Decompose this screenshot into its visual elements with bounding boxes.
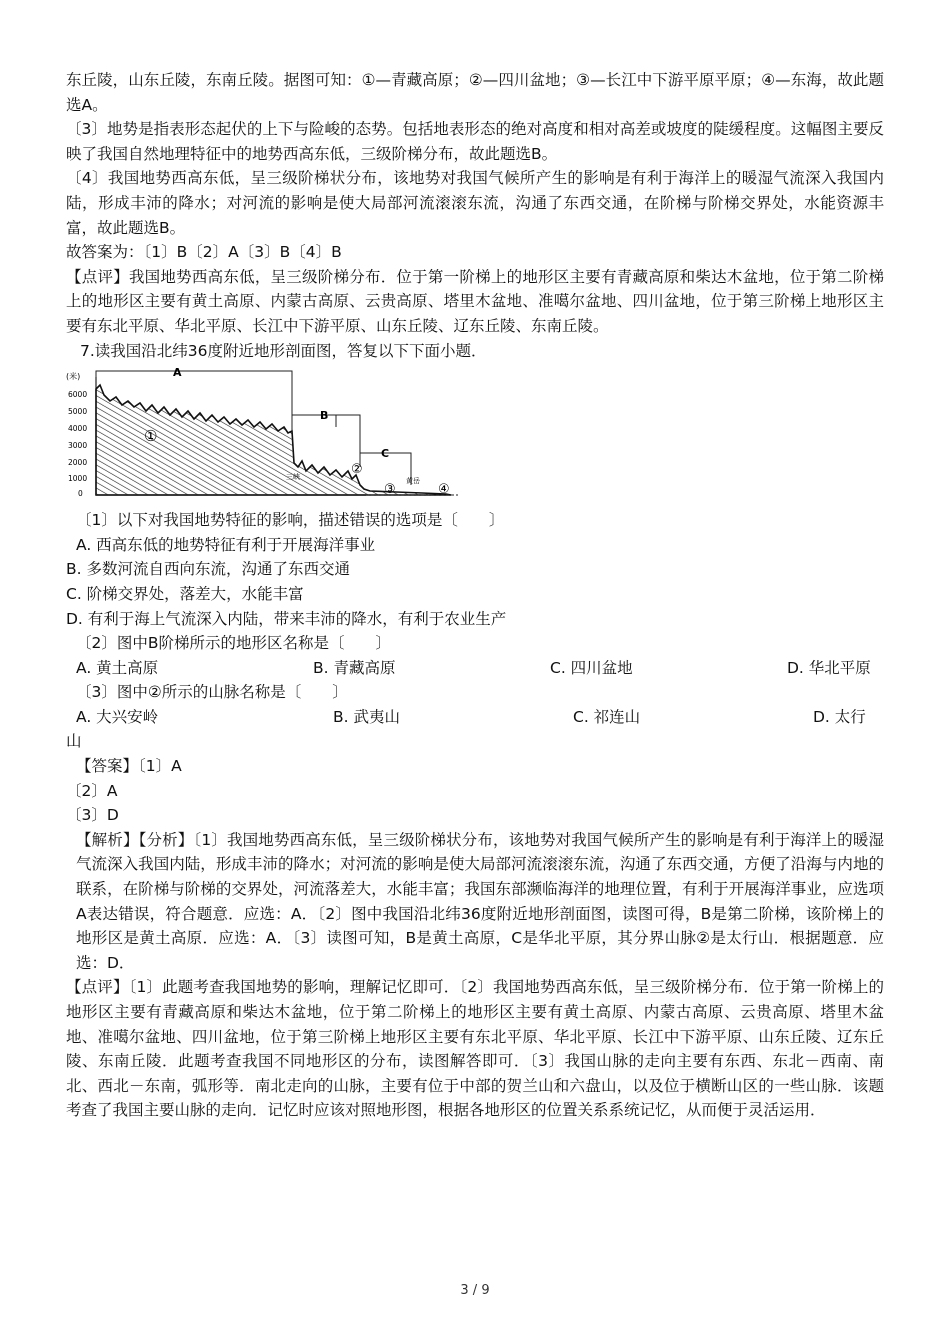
answer-summary: 故答案为：〔1〕B〔2〕A〔3〕B〔4〕B xyxy=(66,243,342,262)
paragraph-3: 〔4〕我国地势西高东低，呈三级阶梯状分布，该地势对我国气候所产生的影响是有利于海洋上的暖湿气流深入我国内陆，形成丰沛的降水；对河流的影响是使大局部河流滚滚东流，沟通了东西交通，在阶梯与阶梯交界处，水能资源丰富，故此题选B。 xyxy=(66,169,884,237)
q2-stem: 〔2〕图中B阶梯所示的地形区名称是〔 〕 xyxy=(76,634,391,653)
marker-3: ③ xyxy=(384,482,396,498)
y-tick: 2000 xyxy=(68,458,88,468)
answer-2: 〔2〕A xyxy=(66,781,118,800)
label-a: A xyxy=(173,367,182,380)
q2-option-a: A. 黄土高原 xyxy=(76,658,159,677)
marker-4: ④ xyxy=(438,482,450,498)
q1-option-a: A. 西高东低的地势特征有利于开展海洋事业 xyxy=(76,535,376,554)
q2-option-b: B. 青藏高原 xyxy=(313,658,396,677)
q2-option-d: D. 华北平原 xyxy=(787,658,871,677)
y-tick: 4000 xyxy=(68,424,88,434)
q2-options xyxy=(66,656,884,681)
question-7-title: 7.读我国沿北纬36度附近地形剖面图，答复以下下面小题． xyxy=(80,341,487,360)
q3-option-d-cont: 山 xyxy=(66,732,82,751)
y-tick: 3000 xyxy=(68,441,88,451)
terrain-profile-figure xyxy=(66,367,884,502)
answer-3: 〔3〕D xyxy=(66,806,119,825)
q3-option-d: D. 太行 xyxy=(813,707,866,726)
paragraph-1: 东丘陵，山东丘陵，东南丘陵。据图可知：①—青藏高原；②—四川盆地；③—长江中下游平原平原；④—东海，故此题选A。 xyxy=(66,71,884,114)
y-tick: 5000 xyxy=(68,407,88,417)
y-tick: 6000 xyxy=(68,390,88,400)
place-label-1: 三峡 xyxy=(286,473,300,482)
comment-2: 【点评】〔1〕此题考查我国地势的影响，理解记忆即可．〔2〕我国地势西高东低，呈三级阶梯分布．位于第一阶梯上的地形区主要有青藏高原和柴达木盆地，位于第二阶梯上的地形区主要有黄土高原、内蒙古高原、云贵高原、塔里木盆地、准噶尔盆地、四川盆地，位于第三阶梯上地形区主要有东北平原、华北平原、长江中下游平原、山东丘陵、辽东丘陵、东南丘陵．此题考查我国不同地形区的分布，读图解答即可．〔3〕我国山脉的走向主要有东西、东北－西南、南北、西北－东南，弧形等．南北走向的山脉，主要有位于中部的贺兰山和六盘山，以及位于横断山区的一些山脉．该题考查了我国主要山脉的走向．记忆时应该对照地形图，根据各地形区的位置关系系统记忆，从而便于灵活运用． xyxy=(66,978,884,1120)
comment-1: 【点评】我国地势西高东低，呈三级阶梯分布．位于第一阶梯上的地形区主要有青藏高原和柴达木盆地，位于第二阶梯上的地形区主要有黄土高原、内蒙古高原、云贵高原、塔里木盆地、准噶尔盆地、四川盆地，位于第三阶梯上地形区主要有东北平原、华北平原、长江中下游平原、山东丘陵、辽东丘陵、东南丘陵。 xyxy=(66,267,884,335)
q1-stem: 〔1〕以下对我国地势特征的影响，描述错误的选项是〔 〕 xyxy=(76,511,505,530)
place-label-2: 黄岳 xyxy=(406,477,420,486)
y-tick: 0 xyxy=(78,489,83,499)
page-content xyxy=(66,68,884,1123)
bracket-b xyxy=(292,415,360,467)
label-b: B xyxy=(320,409,329,423)
marker-2: ② xyxy=(351,462,363,478)
label-c: C xyxy=(381,447,390,461)
analysis: 【解析】【分析】〔1〕我国地势西高东低，呈三级阶梯状分布，该地势对我国气候所产生的影响是有利于海洋上的暖湿气流深入我国内陆，形成丰沛的降水；对河流的影响是使大局部河流滚滚东流，沟通了东西交通，方便了沿海与内地的联系，在阶梯与阶梯的交界处，河流落差大，水能丰富；我国东部濒临海洋的地理位置，有利于开展海洋事业，应选项A表达错误，符合题意．应选：A．〔2〕图中我国沿北纬36度附近地形剖面图，读图可得，B是第二阶梯，该阶梯上的地形区是黄土高原．应选：A．〔3〕读图可知，B是黄土高原，C是华北平原，其分界山脉②是太行山．根据题意．应选：D． xyxy=(76,830,884,972)
q3-option-b: B. 武夷山 xyxy=(333,707,400,726)
q1-option-c: C. 阶梯交界处，落差大，水能丰富 xyxy=(66,584,304,603)
answer-1: 【答案】〔1〕A xyxy=(76,757,182,776)
paragraph-2: 〔3〕地势是指表形态起伏的上下与险峻的态势。包括地表形态的绝对高度和相对高差或坡度的陡缓程度。这幅图主要反映了我国自然地理特征中的地势西高东低，三级阶梯分布，故此题选B。 xyxy=(66,120,884,163)
q2-option-c: C. 四川盆地 xyxy=(550,658,633,677)
marker-1: ① xyxy=(144,427,158,446)
bracket-b-left xyxy=(292,415,336,427)
y-tick: 1000 xyxy=(68,474,88,484)
y-unit: (米) xyxy=(66,372,81,382)
page-number: 3 / 9 xyxy=(460,1283,490,1298)
q1-option-b: B. 多数河流自西向东流，沟通了东西交通 xyxy=(66,560,350,579)
terrain-profile-svg xyxy=(66,367,466,502)
q3-option-a: A. 大兴安岭 xyxy=(76,707,159,726)
q3-option-c: C. 祁连山 xyxy=(573,707,641,726)
q3-options xyxy=(66,705,884,730)
q1-option-d: D. 有利于海上气流深入内陆，带来丰沛的降水，有利于农业生产 xyxy=(66,609,507,628)
q3-stem: 〔3〕图中②所示的山脉名称是〔 〕 xyxy=(76,683,348,702)
